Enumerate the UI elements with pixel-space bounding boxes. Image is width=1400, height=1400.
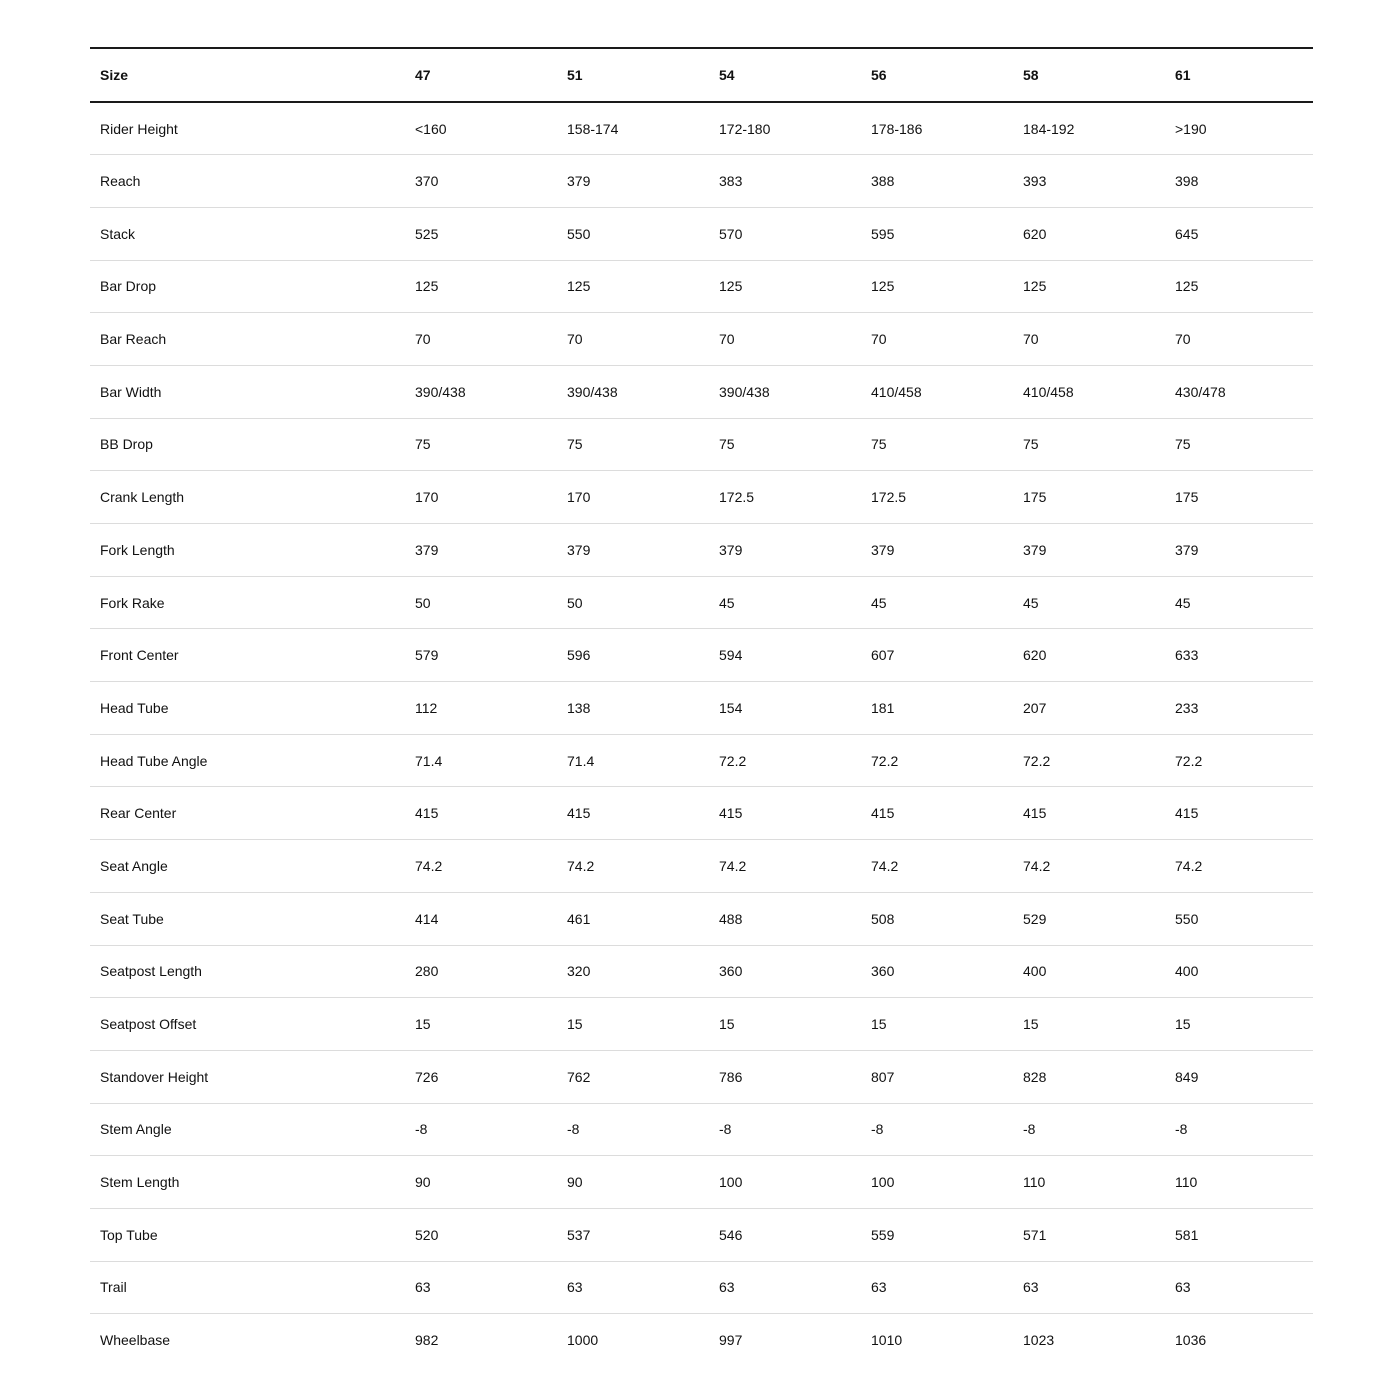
row-label: Bar Reach — [90, 313, 415, 366]
cell-value: 45 — [1023, 576, 1175, 629]
row-label: Fork Length — [90, 524, 415, 577]
cell-value: 170 — [415, 471, 567, 524]
cell-value: -8 — [567, 1103, 719, 1156]
cell-value: 63 — [1175, 1261, 1313, 1314]
cell-value: 550 — [567, 207, 719, 260]
cell-value: 390/438 — [567, 365, 719, 418]
row-label: Standover Height — [90, 1050, 415, 1103]
cell-value: 63 — [1023, 1261, 1175, 1314]
cell-value: 72.2 — [871, 734, 1023, 787]
cell-value: 45 — [871, 576, 1023, 629]
cell-value: 379 — [567, 524, 719, 577]
cell-value: 360 — [871, 945, 1023, 998]
size-column-header: 58 — [1023, 48, 1175, 102]
row-label: Stem Angle — [90, 1103, 415, 1156]
cell-value: 70 — [567, 313, 719, 366]
table-row — [90, 682, 1313, 735]
cell-value: 415 — [1175, 787, 1313, 840]
cell-value: 15 — [1023, 998, 1175, 1051]
row-label: Bar Drop — [90, 260, 415, 313]
cell-value: 1023 — [1023, 1332, 1055, 1349]
size-column-header: 51 — [567, 48, 719, 102]
cell-value: 550 — [1175, 892, 1313, 945]
cell-value: 415 — [567, 787, 719, 840]
row-label: Seatpost Offset — [90, 998, 415, 1051]
cell-value: 571 — [1023, 1208, 1175, 1261]
cell-value: 1000 — [567, 1332, 599, 1349]
row-label: Reach — [90, 155, 415, 208]
cell-value: 596 — [567, 629, 719, 682]
cell-value: 74.2 — [567, 840, 719, 893]
cell-value: 50 — [567, 576, 719, 629]
size-column-header: 56 — [871, 48, 1023, 102]
cell-value: 520 — [415, 1208, 567, 1261]
cell-value: 595 — [871, 207, 1023, 260]
cell-value: 645 — [1175, 207, 1313, 260]
size-header-label: Size — [90, 48, 415, 102]
cell-value: 181 — [871, 682, 1023, 735]
row-label: BB Drop — [90, 418, 415, 471]
table-row — [90, 1314, 1313, 1367]
cell-value: 15 — [871, 998, 1023, 1051]
cell-value: 70 — [415, 313, 567, 366]
cell-value: 849 — [1175, 1050, 1313, 1103]
row-label: Crank Length — [90, 471, 415, 524]
cell-value: 15 — [567, 998, 719, 1051]
cell-value: 72.2 — [719, 734, 871, 787]
table-row — [90, 1050, 1313, 1103]
cell-value: 70 — [1023, 313, 1175, 366]
cell-value: 400 — [1023, 945, 1175, 998]
cell-value: 379 — [415, 524, 567, 577]
cell-value: 828 — [1023, 1050, 1175, 1103]
cell-value: 620 — [1023, 629, 1175, 682]
cell-value: 546 — [719, 1208, 871, 1261]
size-column-header: 54 — [719, 48, 871, 102]
cell-value: 74.2 — [871, 840, 1023, 893]
cell-value: >190 — [1175, 102, 1313, 155]
table-row — [90, 945, 1313, 998]
cell-value: 154 — [719, 682, 871, 735]
table-row — [90, 155, 1313, 208]
table-row — [90, 418, 1313, 471]
cell-value: 75 — [567, 418, 719, 471]
cell-value: 75 — [719, 418, 871, 471]
cell-value: 172.5 — [719, 471, 871, 524]
cell-value: 172.5 — [871, 471, 1023, 524]
cell-value: 138 — [567, 682, 719, 735]
cell-value: 370 — [415, 155, 567, 208]
cell-value: -8 — [1023, 1103, 1175, 1156]
table-body — [90, 102, 1313, 1367]
cell-value: 383 — [719, 155, 871, 208]
cell-value: 50 — [415, 576, 567, 629]
cell-value: 170 — [567, 471, 719, 524]
cell-value: 594 — [719, 629, 871, 682]
table-row — [90, 1103, 1313, 1156]
cell-value: 388 — [871, 155, 1023, 208]
cell-value: 379 — [567, 155, 719, 208]
table-row — [90, 1208, 1313, 1261]
size-column-header: 61 — [1175, 48, 1313, 102]
size-column-header: 47 — [415, 48, 567, 102]
row-label: Seat Angle — [90, 840, 415, 893]
row-label: Wheelbase — [100, 1332, 171, 1349]
table-row — [90, 787, 1313, 840]
cell-value: 70 — [719, 313, 871, 366]
row-label: Seat Tube — [90, 892, 415, 945]
cell-value: 415 — [719, 787, 871, 840]
row-label: Front Center — [90, 629, 415, 682]
table-row — [90, 1261, 1313, 1314]
cell-value: 100 — [871, 1156, 1023, 1209]
cell-value: -8 — [1175, 1103, 1313, 1156]
cell-value: 786 — [719, 1050, 871, 1103]
cell-value: 233 — [1175, 682, 1313, 735]
cell-value: 581 — [1175, 1208, 1313, 1261]
row-label: Stem Length — [90, 1156, 415, 1209]
table-row — [90, 524, 1313, 577]
table-row — [90, 102, 1313, 155]
table-row — [90, 471, 1313, 524]
table-row — [90, 313, 1313, 366]
cell-value: 112 — [415, 682, 567, 735]
cell-value: 63 — [719, 1261, 871, 1314]
table-row — [90, 892, 1313, 945]
cell-value: 175 — [1175, 471, 1313, 524]
table-row — [90, 734, 1313, 787]
row-label: Trail — [90, 1261, 415, 1314]
cell-value: 45 — [1175, 576, 1313, 629]
cell-value: 1010 — [871, 1332, 903, 1349]
row-label: Head Tube — [90, 682, 415, 735]
row-label: Rider Height — [90, 102, 415, 155]
cell-value: 379 — [719, 524, 871, 577]
cell-value: 125 — [567, 260, 719, 313]
cell-value: 529 — [1023, 892, 1175, 945]
cell-value: 72.2 — [1175, 734, 1313, 787]
cell-value: 71.4 — [415, 734, 567, 787]
cell-value: 633 — [1175, 629, 1313, 682]
cell-value: 525 — [415, 207, 567, 260]
cell-value: 410/458 — [1023, 365, 1175, 418]
cell-value: 125 — [871, 260, 1023, 313]
cell-value: 74.2 — [1023, 840, 1175, 893]
cell-value: 75 — [1023, 418, 1175, 471]
cell-value: 807 — [871, 1050, 1023, 1103]
cell-value: 410/458 — [871, 365, 1023, 418]
cell-value: 379 — [871, 524, 1023, 577]
cell-value: 110 — [1175, 1156, 1313, 1209]
cell-value: 982 — [415, 1332, 439, 1349]
cell-value: 415 — [415, 787, 567, 840]
cell-value: 997 — [719, 1332, 743, 1349]
row-label: Bar Width — [90, 365, 415, 418]
cell-value: 620 — [1023, 207, 1175, 260]
row-label: Fork Rake — [90, 576, 415, 629]
cell-value: 607 — [871, 629, 1023, 682]
cell-value: 15 — [415, 998, 567, 1051]
cell-value: 125 — [719, 260, 871, 313]
cell-value: 280 — [415, 945, 567, 998]
cell-value: 175 — [1023, 471, 1175, 524]
row-label: Head Tube Angle — [90, 734, 415, 787]
cell-value: 75 — [871, 418, 1023, 471]
cell-value: 15 — [1175, 998, 1313, 1051]
cell-value: 207 — [1023, 682, 1175, 735]
cell-value: 125 — [1023, 260, 1175, 313]
cell-value: 390/438 — [415, 365, 567, 418]
cell-value: 393 — [1023, 155, 1175, 208]
cell-value: 110 — [1023, 1156, 1175, 1209]
cell-value: 570 — [719, 207, 871, 260]
cell-value: 726 — [415, 1050, 567, 1103]
cell-value: 461 — [567, 892, 719, 945]
table-row — [90, 260, 1313, 313]
cell-value: 74.2 — [415, 840, 567, 893]
cell-value: -8 — [719, 1103, 871, 1156]
cell-value: 430/478 — [1175, 365, 1313, 418]
cell-value: -8 — [871, 1103, 1023, 1156]
cell-value: 125 — [1175, 260, 1313, 313]
cell-value: 508 — [871, 892, 1023, 945]
cell-value: 400 — [1175, 945, 1313, 998]
row-label: Seatpost Length — [90, 945, 415, 998]
row-label: Rear Center — [90, 787, 415, 840]
cell-value: 537 — [567, 1208, 719, 1261]
table-row — [90, 576, 1313, 629]
cell-value: 70 — [1175, 313, 1313, 366]
table-row — [90, 998, 1313, 1051]
cell-value: 488 — [719, 892, 871, 945]
table-row — [90, 1156, 1313, 1209]
cell-value: 320 — [567, 945, 719, 998]
cell-value: 74.2 — [719, 840, 871, 893]
cell-value: 63 — [415, 1261, 567, 1314]
cell-value: 100 — [719, 1156, 871, 1209]
table-row — [90, 840, 1313, 893]
cell-value: 75 — [415, 418, 567, 471]
cell-value: 559 — [871, 1208, 1023, 1261]
table-row — [90, 629, 1313, 682]
cell-value: 63 — [567, 1261, 719, 1314]
header-row — [90, 48, 1313, 102]
cell-value: 414 — [415, 892, 567, 945]
cell-value: 70 — [871, 313, 1023, 366]
cell-value: 360 — [719, 945, 871, 998]
cell-value: 63 — [871, 1261, 1023, 1314]
cell-value: 415 — [871, 787, 1023, 840]
cell-value: <160 — [415, 102, 567, 155]
cell-value: 90 — [415, 1156, 567, 1209]
table-row — [90, 207, 1313, 260]
cell-value: 415 — [1023, 787, 1175, 840]
cell-value: 390/438 — [719, 365, 871, 418]
cell-value: -8 — [415, 1103, 567, 1156]
cell-value: 71.4 — [567, 734, 719, 787]
cell-value: 398 — [1175, 155, 1313, 208]
cell-value: 762 — [567, 1050, 719, 1103]
cell-value: 178-186 — [871, 102, 1023, 155]
cell-value: 75 — [1175, 418, 1313, 471]
geometry-table — [90, 47, 1313, 1367]
cell-value: 379 — [1023, 524, 1175, 577]
cell-value: 45 — [719, 576, 871, 629]
cell-value: 125 — [415, 260, 567, 313]
cell-value: 172-180 — [719, 102, 871, 155]
cell-value: 1036 — [1175, 1332, 1207, 1349]
cell-value: 90 — [567, 1156, 719, 1209]
row-label: Stack — [90, 207, 415, 260]
cell-value: 158-174 — [567, 102, 719, 155]
table-row — [90, 365, 1313, 418]
cell-value: 15 — [719, 998, 871, 1051]
cell-value: 579 — [415, 629, 567, 682]
cell-value: 379 — [1175, 524, 1313, 577]
row-label: Top Tube — [90, 1208, 415, 1261]
cell-value: 74.2 — [1175, 840, 1313, 893]
cell-value: 184-192 — [1023, 102, 1175, 155]
cell-value: 72.2 — [1023, 734, 1175, 787]
